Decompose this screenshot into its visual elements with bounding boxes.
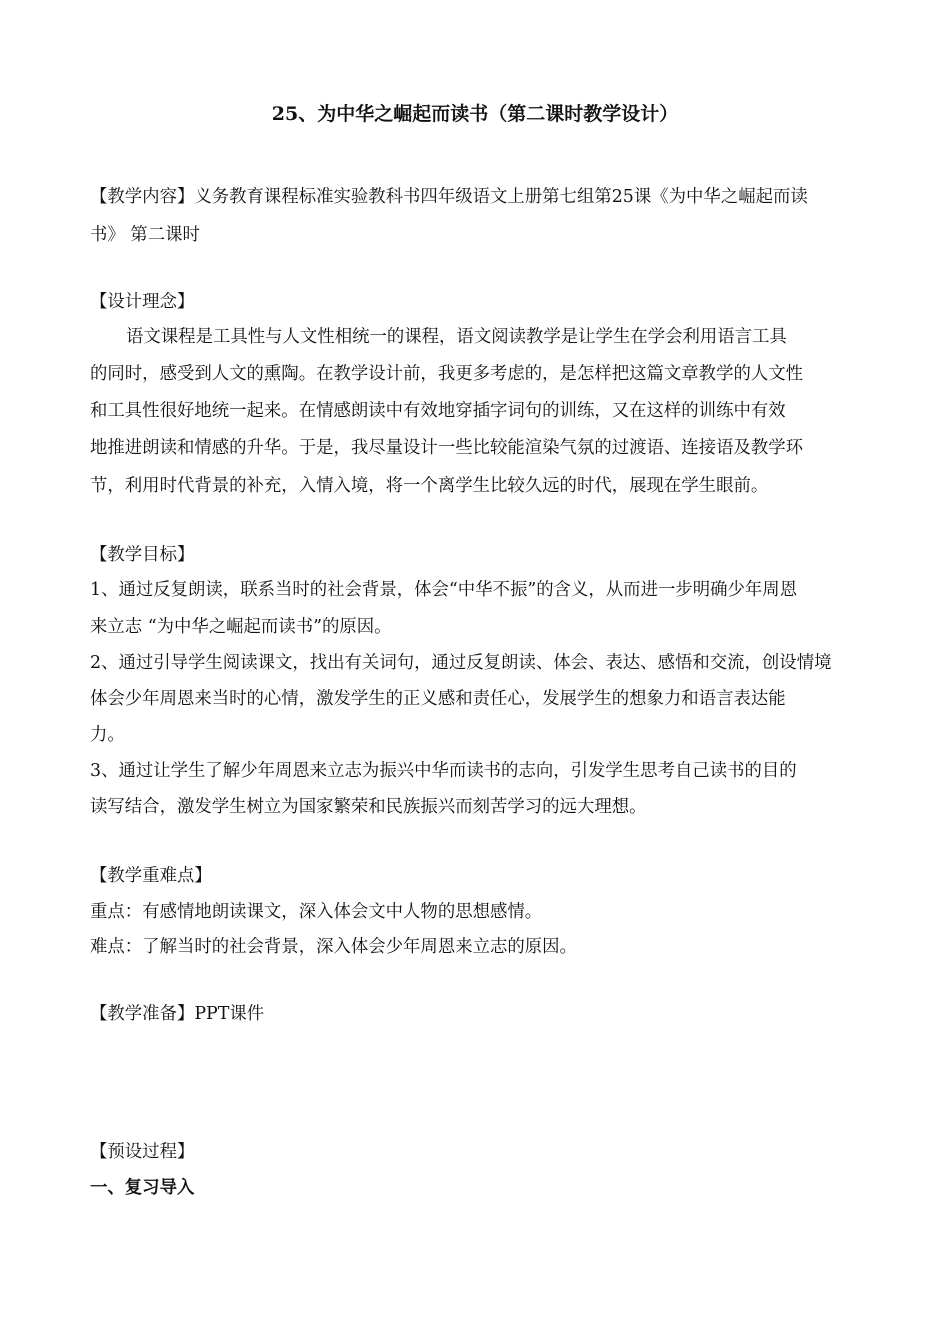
design-concept-paragraph-line: 的同时，感受到人文的熏陶。在教学设计前，我更多考虑的，是怎样把这篇文章教学的人文性 [90,364,804,384]
key-point-line: 重点：有感情地朗读课文，深入体会文中人物的思想感情。 [90,902,543,922]
difficulty-line: 难点：了解当时的社会背景，深入体会少年周恩来立志的原因。 [90,937,577,957]
teaching-content-line-1: 【教学内容】义务教育课程标准实验教科书四年级语文上册第七组第25课《为中华之崛起而读 [90,187,808,207]
design-concept-heading: 【设计理念】 [90,292,195,312]
design-concept-paragraph-line: 和工具性很好地统一起来。在情感朗读中有效地穿插字词句的训练，又在这样的训练中有效 [90,401,786,421]
design-concept-paragraph-line: 地推进朗读和情感的升华。于是，我尽量设计一些比较能渲染气氛的过渡语、连接语及教学环 [90,438,804,458]
teaching-goal-line: 体会少年周恩来当时的心情，激发学生的正义感和责任心，发展学生的想象力和语言表达能 [90,689,786,709]
teaching-goals-heading: 【教学目标】 [90,545,195,565]
design-concept-paragraph-line: 语文课程是工具性与人文性相统一的课程，语文阅读教学是让学生在学会利用语言工具 [126,327,787,347]
teaching-preparation-line: 【教学准备】PPT课件 [90,1004,265,1024]
teaching-goal-line: 1、通过反复朗读，联系当时的社会背景，体会“中华不振”的含义，从而进一步明确少年周恩 [90,580,798,600]
process-step-heading: 一、复习导入 [90,1178,195,1198]
key-points-heading: 【教学重难点】 [90,866,212,886]
teaching-content-line-2: 书》 第二课时 [90,225,200,245]
teaching-goal-line: 读写结合，激发学生树立为国家繁荣和民族振兴而刻苦学习的远大理想。 [90,797,647,817]
process-heading: 【预设过程】 [90,1142,195,1162]
teaching-goal-line: 2、通过引导学生阅读课文，找出有关词句，通过反复朗读、体会、表达、感悟和交流，创设情境 [90,653,832,673]
teaching-goal-line: 来立志 “为中华之崛起而读书”的原因。 [90,617,392,637]
teaching-goal-line: 力。 [90,725,125,745]
document-title: 25、为中华之崛起而读书（第二课时教学设计） [271,103,679,125]
design-concept-paragraph-line: 节，利用时代背景的补充，入情入境，将一个离学生比较久远的时代，展现在学生眼前。 [90,476,769,496]
teaching-goal-line: 3、通过让学生了解少年周恩来立志为振兴中华而读书的志向，引发学生思考自己读书的目的 [90,761,797,781]
